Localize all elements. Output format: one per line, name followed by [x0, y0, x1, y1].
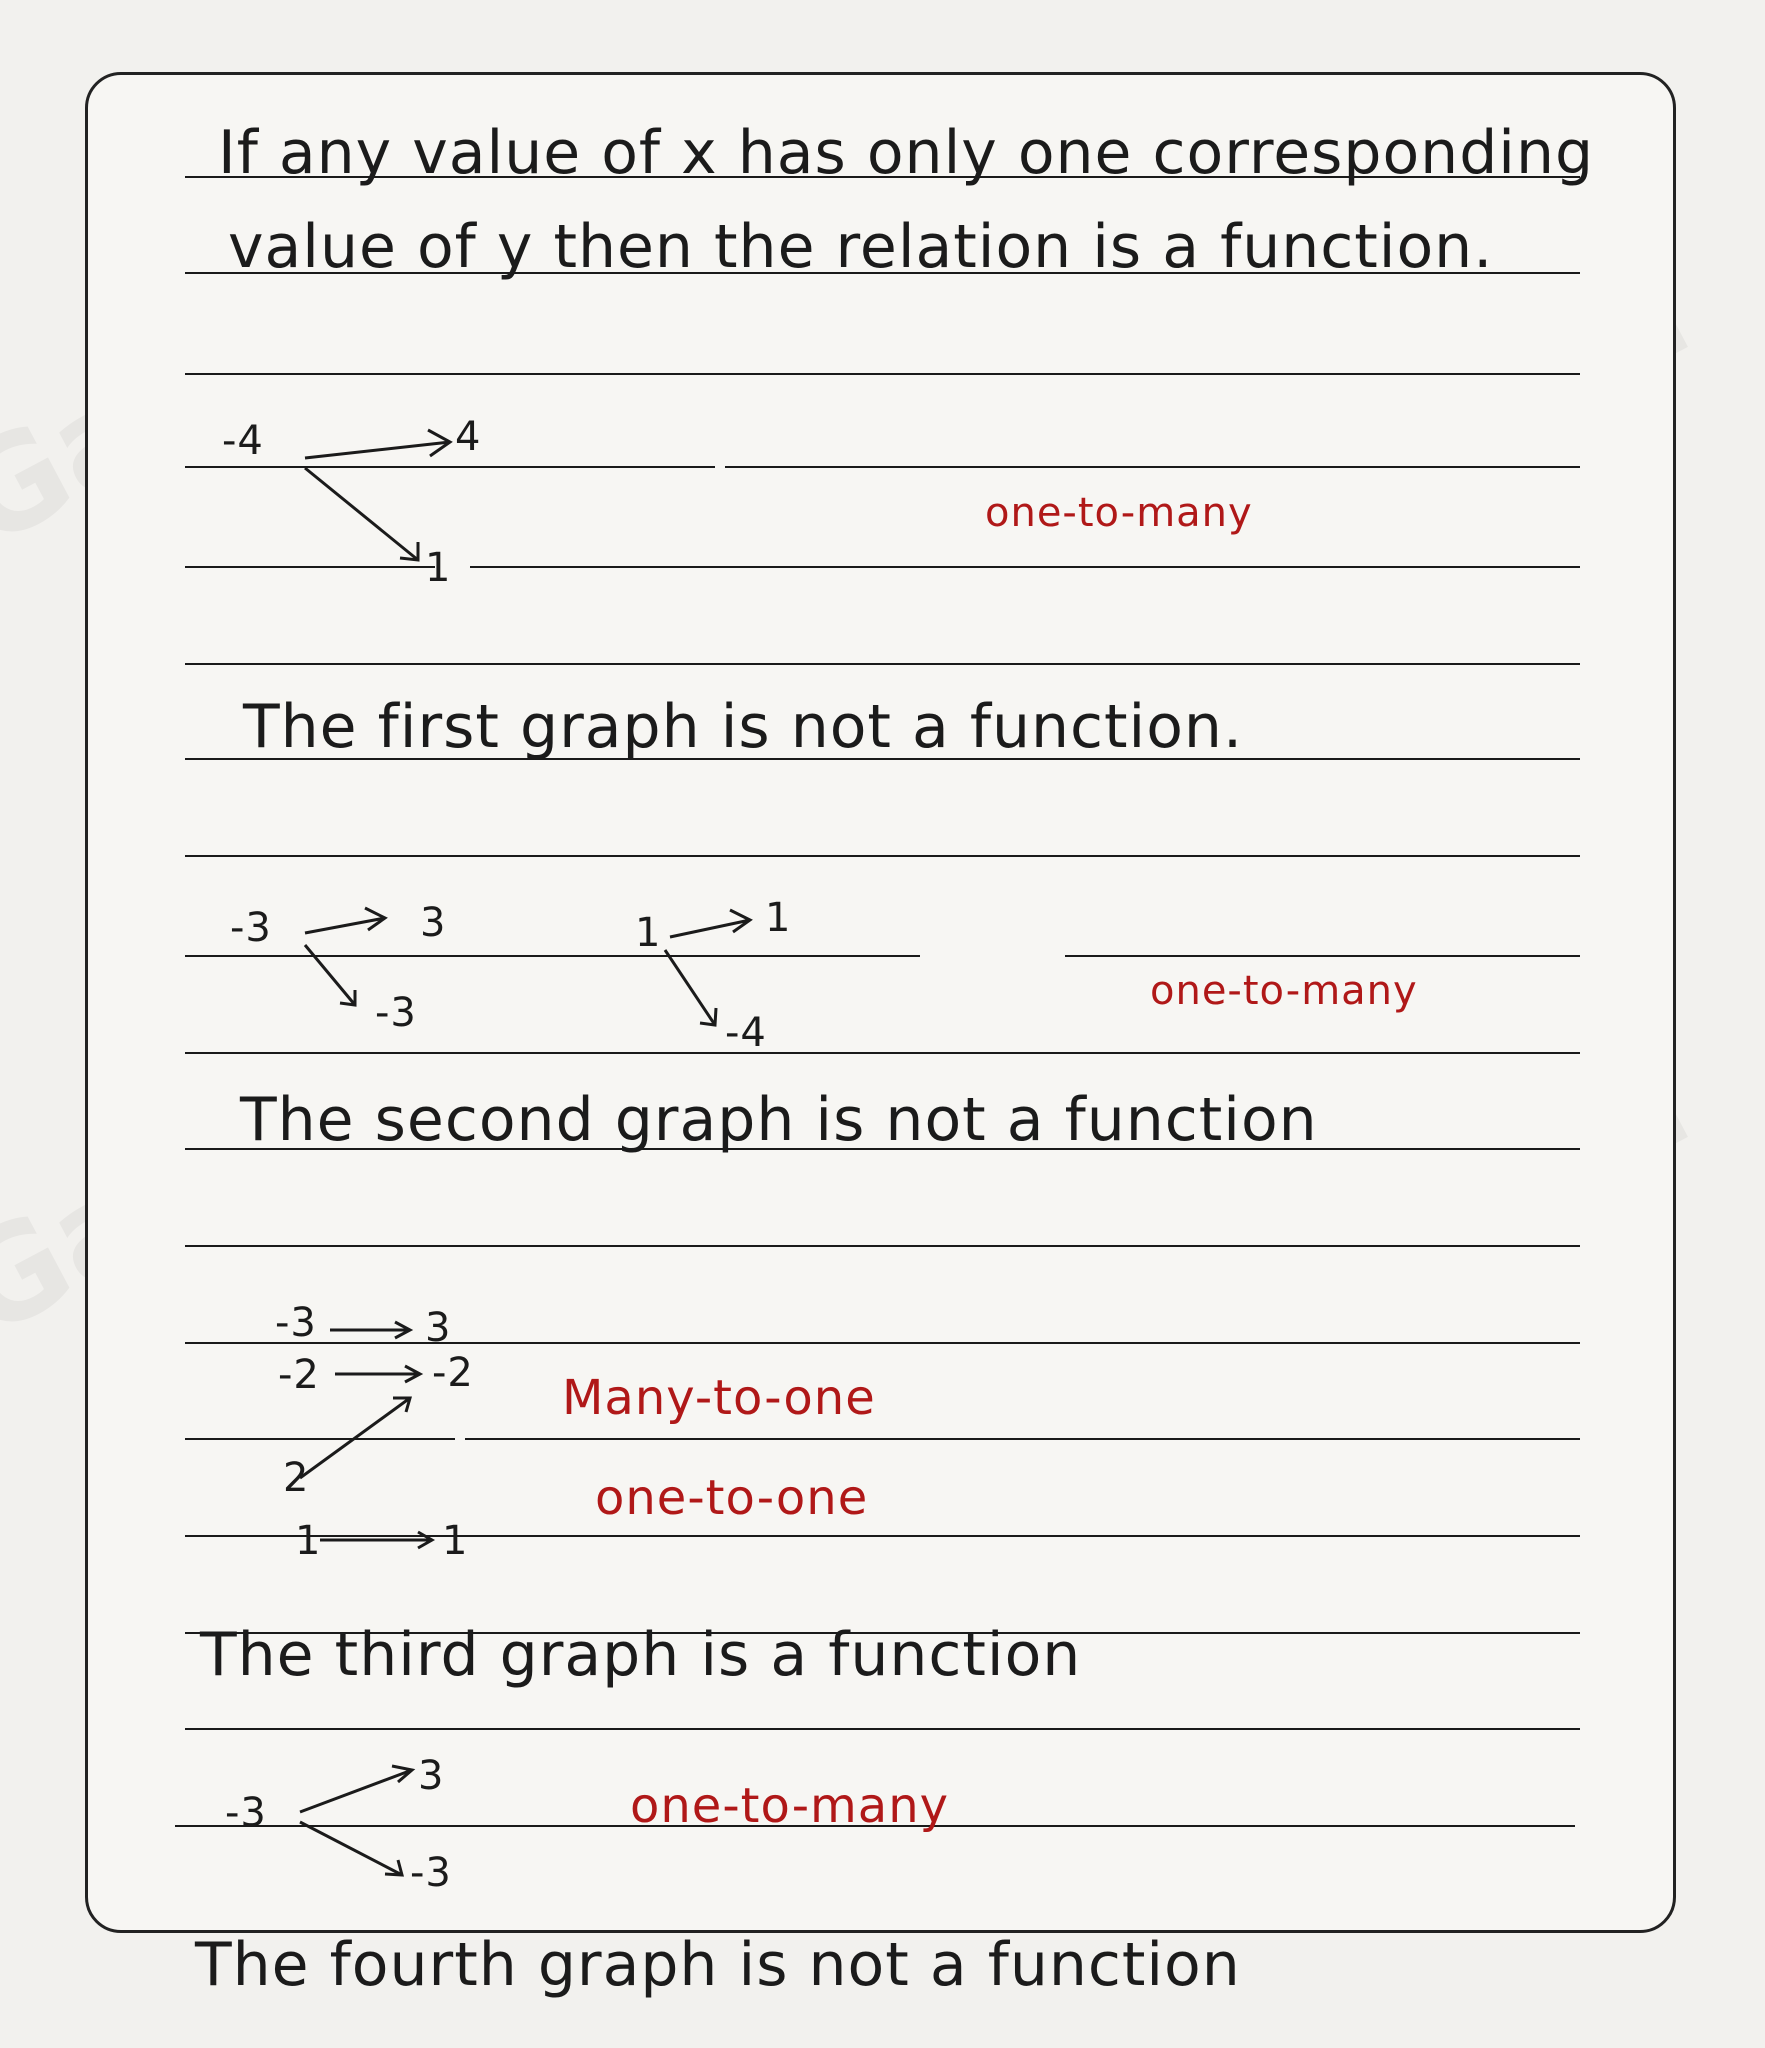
graph3-conclusion: The third graph is a function	[200, 1620, 1082, 1690]
graph2-domain-value: -3	[230, 905, 272, 951]
graph4-range-value: -3	[410, 1850, 452, 1896]
graph3-range-value: 1	[442, 1518, 469, 1564]
graph3-domain-value: -2	[278, 1352, 320, 1398]
graph3-type-label: Many-to-one	[562, 1370, 876, 1426]
graph3-domain-value: -3	[275, 1300, 317, 1346]
graph4-type-label: one-to-many	[630, 1778, 950, 1834]
graph2-arrows	[305, 908, 750, 1025]
graph3-domain-value: 2	[283, 1455, 310, 1501]
graph4-domain-value: -3	[225, 1790, 267, 1836]
graph4-conclusion: The fourth graph is not a function	[195, 1930, 1241, 2000]
graph1-type-label: one-to-many	[985, 490, 1253, 536]
graph1-conclusion: The first graph is not a function.	[243, 692, 1244, 762]
graph1-range-value: 4	[455, 414, 482, 460]
graph4-range-value: 3	[418, 1753, 445, 1799]
graph1-arrows	[305, 430, 450, 560]
graph3-range-value: -2	[432, 1350, 474, 1396]
graph3-arrows	[300, 1322, 432, 1548]
graph2-conclusion: The second graph is not a function	[240, 1085, 1318, 1155]
graph3-domain-value: 1	[295, 1518, 322, 1564]
graph2-range-value: 3	[420, 900, 447, 946]
graph3-range-value: 3	[425, 1305, 452, 1351]
graph1-range-value: 1	[425, 545, 452, 591]
graph2-range-value: -3	[375, 990, 417, 1036]
graph2-type-label: one-to-many	[1150, 968, 1418, 1014]
graph4-arrows	[300, 1766, 412, 1875]
graph2-domain-value: 1	[635, 910, 662, 956]
graph2-range-value: -4	[725, 1010, 767, 1056]
graph1-domain-value: -4	[222, 418, 264, 464]
graph2-range-value: 1	[765, 895, 792, 941]
definition-line-2: value of y then the relation is a function.	[228, 212, 1494, 282]
graph3-type-label: one-to-one	[595, 1470, 869, 1526]
definition-line-1: If any value of x has only one corresponding	[218, 118, 1595, 188]
